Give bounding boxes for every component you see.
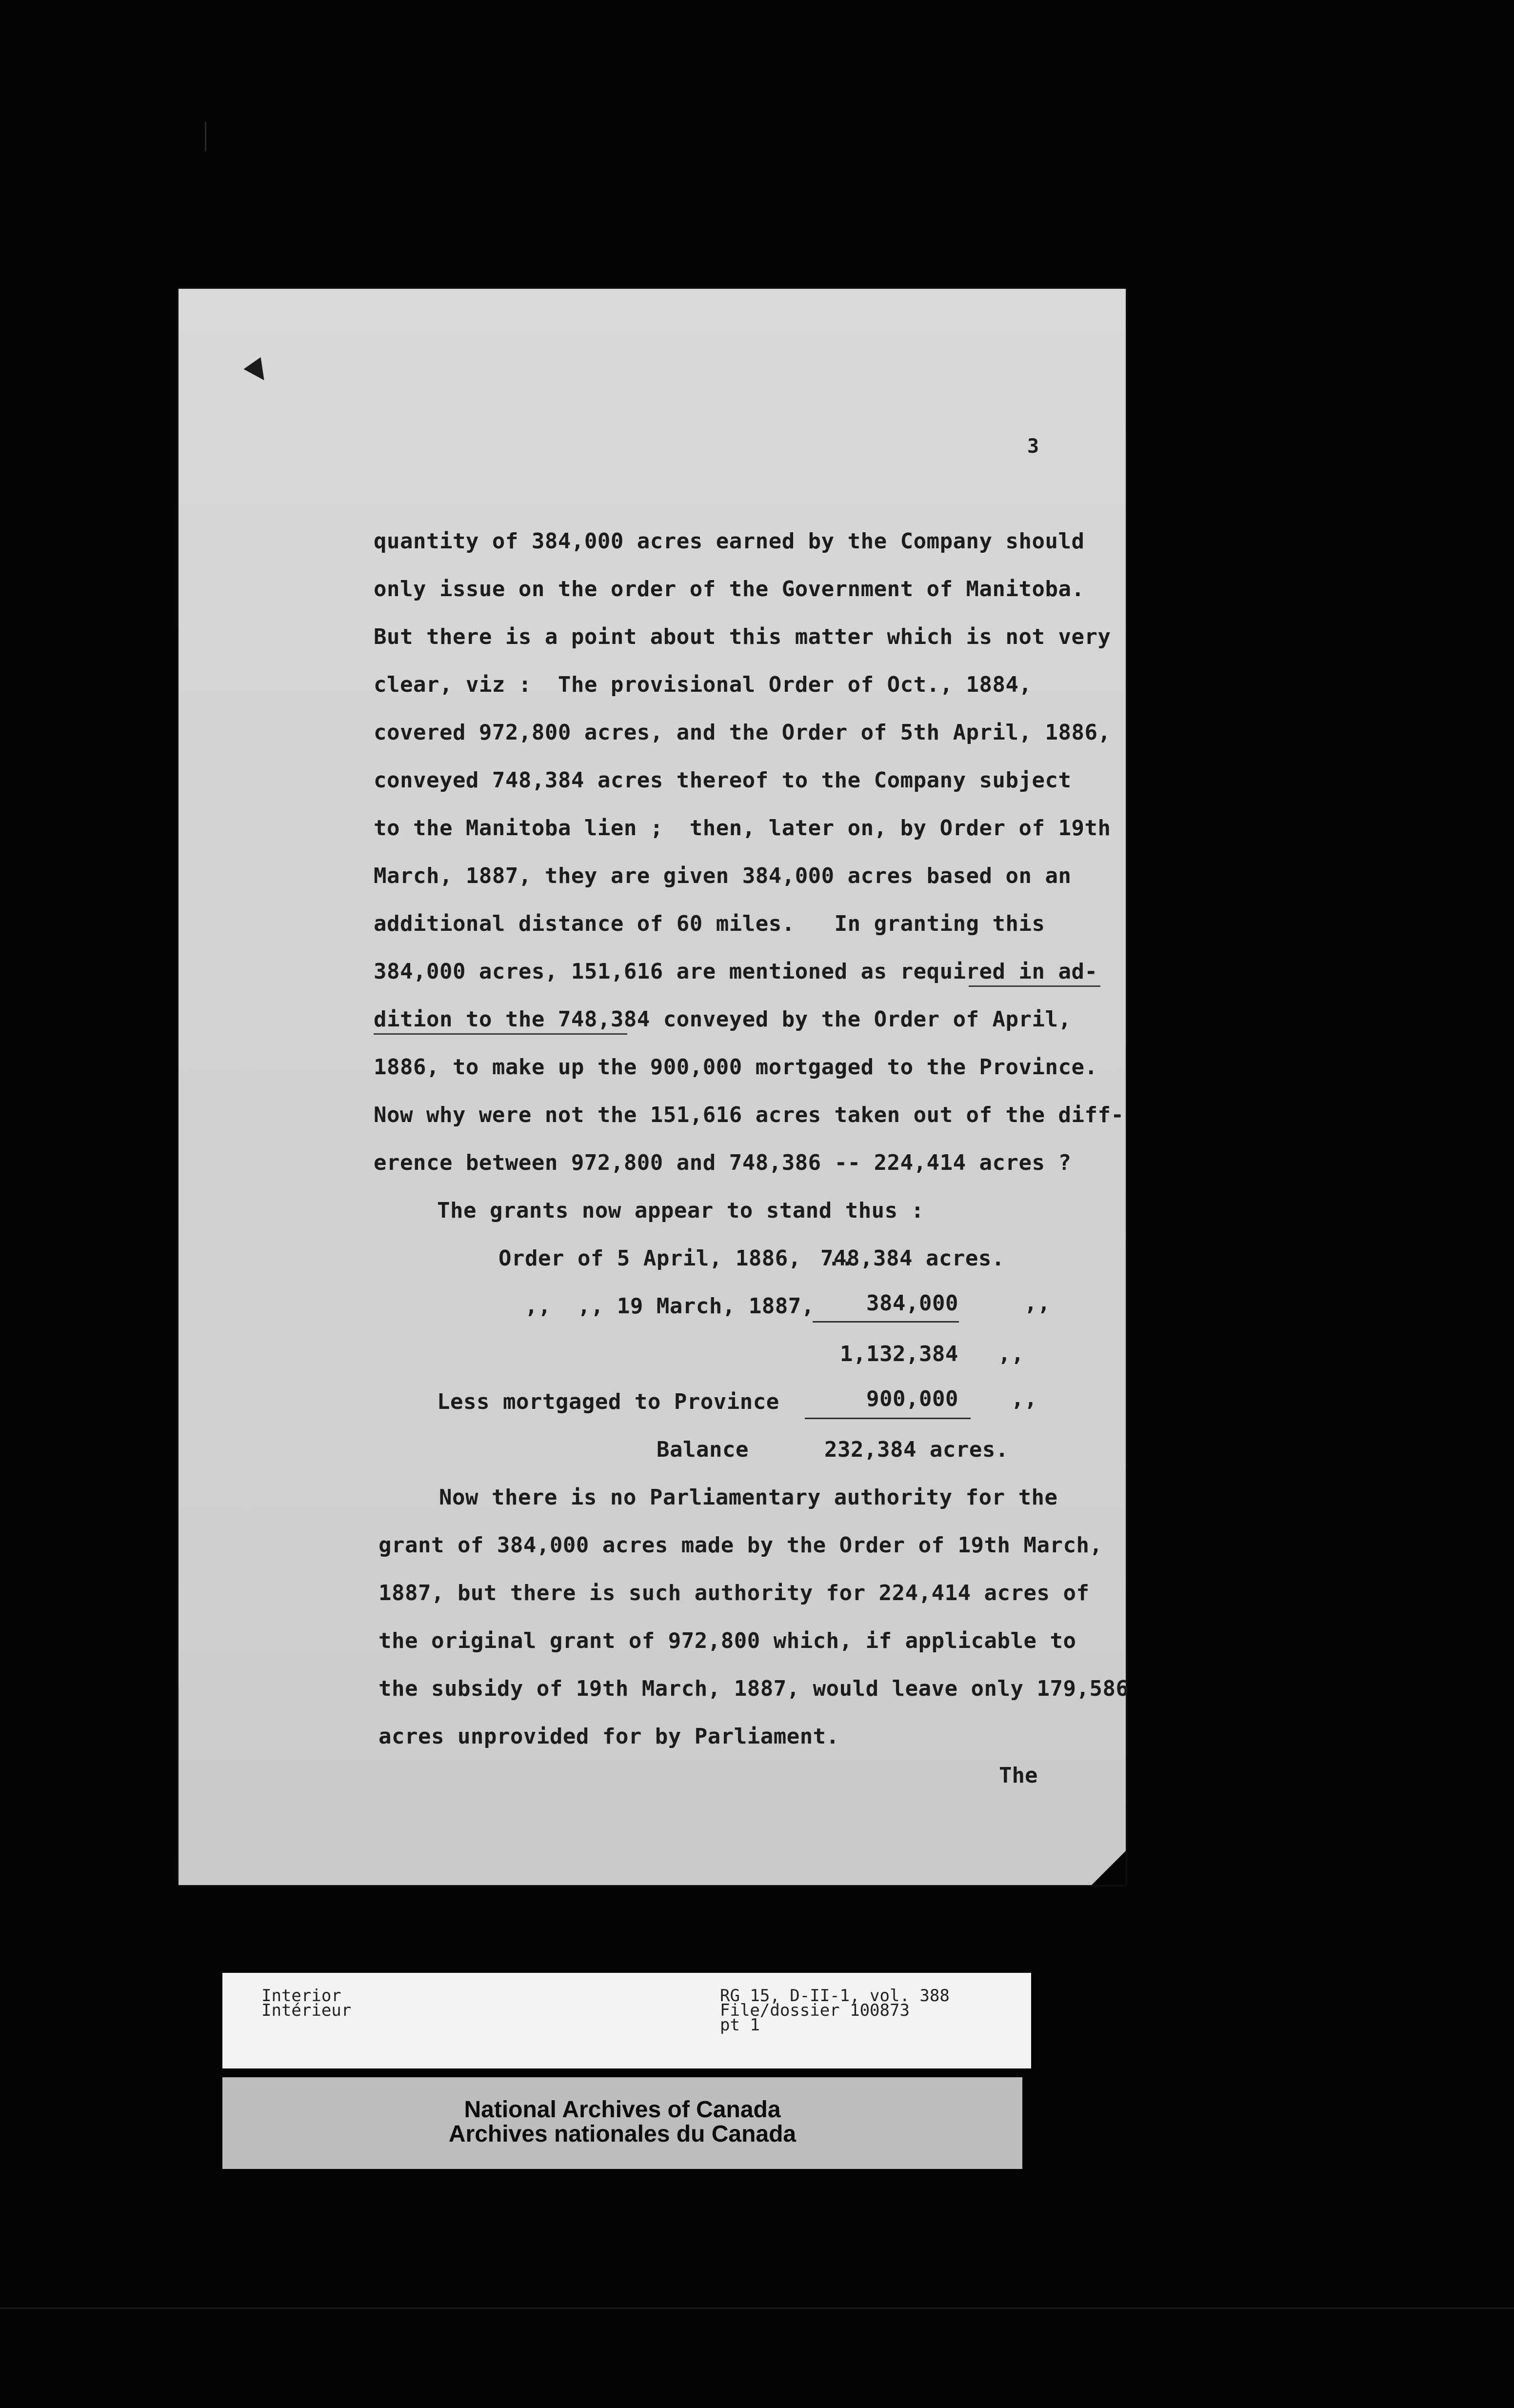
table-amount: 748,384 acres. [820, 1246, 1005, 1271]
body-line: 1887, but there is such authority for 224,414 acres of [378, 1581, 1090, 1605]
body-line: dition to the 748,384 conveyed by the Order of April, [374, 1007, 1072, 1032]
page-number: 3 [1027, 435, 1039, 458]
underline [374, 1033, 627, 1035]
archive-name-en: National Archives of Canada [464, 2097, 781, 2123]
page-corner [1092, 1851, 1126, 1885]
part-number: pt 1 [720, 2015, 760, 2035]
table-amount: 900,000 ,, [866, 1386, 1037, 1411]
scan-mark [0, 2308, 1514, 2309]
underline [969, 985, 1100, 987]
table-label: ,, ,, 19 March, 1887, [525, 1294, 815, 1319]
archive-credit-card [222, 2077, 1022, 2169]
reference-numbers [720, 1986, 950, 2035]
table-label: Order of 5 April, 1886, .. [498, 1246, 854, 1271]
body-line: 384,000 acres, 151,616 are mentioned as required in ad- [374, 959, 1098, 984]
body-line: erence between 972,800 and 748,386 -- 224,414 acres ? [374, 1150, 1072, 1175]
record-group: RG 15, D-II-1, vol. 388 [720, 1986, 950, 2006]
file-number: File/dossier 100873 [720, 2001, 910, 2020]
table-label: Less mortgaged to Province [437, 1389, 779, 1414]
table-amount: 232,384 acres. [824, 1437, 1009, 1462]
body-line: grant of 384,000 acres made by the Order of 19th March, [378, 1533, 1103, 1558]
body-line: additional distance of 60 miles. In granting this [374, 911, 1045, 936]
body-line: clear, viz : The provisional Order of Oct., 1884, [374, 672, 1032, 697]
body-line: to the Manitoba lien ; then, later on, by Order of 19th [374, 816, 1111, 841]
hole-punch-mark: ▼ [239, 351, 275, 389]
body-line: But there is a point about this matter which is not very [374, 624, 1111, 649]
body-line: quantity of 384,000 acres earned by the Company should [374, 529, 1085, 554]
body-line: March, 1887, they are given 384,000 acres based on an [374, 863, 1072, 888]
body-line: The grants now appear to stand thus : [437, 1198, 924, 1223]
body-line: conveyed 748,384 acres thereof to the Company subject [374, 768, 1072, 793]
body-line: covered 972,800 acres, and the Order of 5th April, 1886, [374, 720, 1111, 745]
sum-rule [805, 1418, 971, 1419]
department-label [261, 1988, 351, 2018]
body-line: 1886, to make up the 900,000 mortgaged to the Province. [374, 1055, 1098, 1080]
document-page [179, 289, 1129, 1885]
scan-mark [205, 122, 206, 151]
table-label: Balance [657, 1437, 749, 1462]
body-line: the subsidy of 19th March, 1887, would leave only 179,586 [378, 1676, 1129, 1701]
body-line: acres unprovided for by Parliament. [378, 1724, 839, 1749]
sum-rule [813, 1321, 959, 1323]
archive-name-fr: Archives nationales du Canada [448, 2121, 797, 2147]
table-amount: 1,132,384 ,, [840, 1342, 1024, 1366]
department-en: Interior [261, 1986, 341, 2006]
body-line: Now there is no Parliamentary authority for the [439, 1485, 1058, 1510]
catchword: The [999, 1763, 1038, 1788]
table-amount: 384,000 ,, [866, 1291, 1051, 1316]
body-line: the original grant of 972,800 which, if applicable to [378, 1628, 1076, 1653]
body-line: only issue on the order of the Government of Manitoba. [374, 577, 1085, 602]
department-fr: Intérieur [261, 2001, 352, 2020]
body-line: Now why were not the 151,616 acres taken out of the diff- [374, 1103, 1124, 1127]
reference-label-card [222, 1973, 1031, 2068]
